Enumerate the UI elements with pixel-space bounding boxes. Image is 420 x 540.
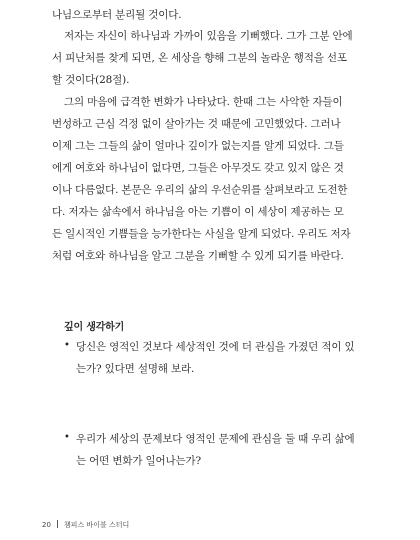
body-line: 처럼 여호와 하나님을 알고 그분을 기뻐할 수 있게 되기를 바란다. <box>52 250 344 262</box>
body-line: 다. 저자는 삶속에서 하나님을 아는 기쁨이 이 세상이 제공하는 모 <box>52 206 344 218</box>
section-title: 깊이 생각하기 <box>64 322 125 333</box>
body-line: 나님으로부터 분리될 것이다. <box>52 9 182 21</box>
page-number: 20 <box>42 521 51 529</box>
body-line: 저자는 자신이 하나님과 가까이 있음을 기뻐했다. 그가 그분 안에 <box>64 30 353 42</box>
body-line: 할 것이다(28절). <box>52 74 130 86</box>
body-line: 이나 다름없다. 본문은 우리의 삶의 우선순위를 살펴보라고 도전한 <box>52 184 348 196</box>
body-line: 번성하고 근심 걱정 없이 살아가는 것 때문에 고민했었다. 그러나 <box>52 118 341 130</box>
question-line: 는가? 있다면 설명해 보라. <box>76 363 195 375</box>
body-line: 에게 여호와 하나님이 없다면, 그들은 아무것도 갖고 있지 않은 것 <box>52 162 344 174</box>
question-line: 당신은 영적인 것보다 세상적인 것에 더 관심을 가졌던 적이 있 <box>76 341 355 353</box>
footer-divider <box>57 520 58 528</box>
body-line: 이제 그는 그들의 삶이 얼마나 깊이가 없는지를 알게 되었다. 그들 <box>52 140 344 152</box>
page-footer <box>42 520 129 530</box>
question-line: 는 어떤 변화가 일어나는가? <box>76 455 201 467</box>
bullet-icon: • <box>64 340 70 351</box>
book-title: 챔피스 바이블 스터디 <box>63 521 130 529</box>
body-line: 든 일시적인 기쁨들을 능가한다는 사실을 알게 되었다. 우리도 저자 <box>52 228 351 240</box>
body-line: 그의 마음에 급격한 변화가 나타났다. 한때 그는 사악한 자들이 <box>64 96 343 108</box>
question-line: 우리가 세상의 문제보다 영적인 문제에 관심을 둘 때 우리 삶에 <box>76 433 355 445</box>
body-line: 서 피난처를 찾게 되면, 온 세상을 향해 그분의 놀라운 행적을 선포 <box>52 52 347 64</box>
bullet-icon: • <box>64 432 70 443</box>
